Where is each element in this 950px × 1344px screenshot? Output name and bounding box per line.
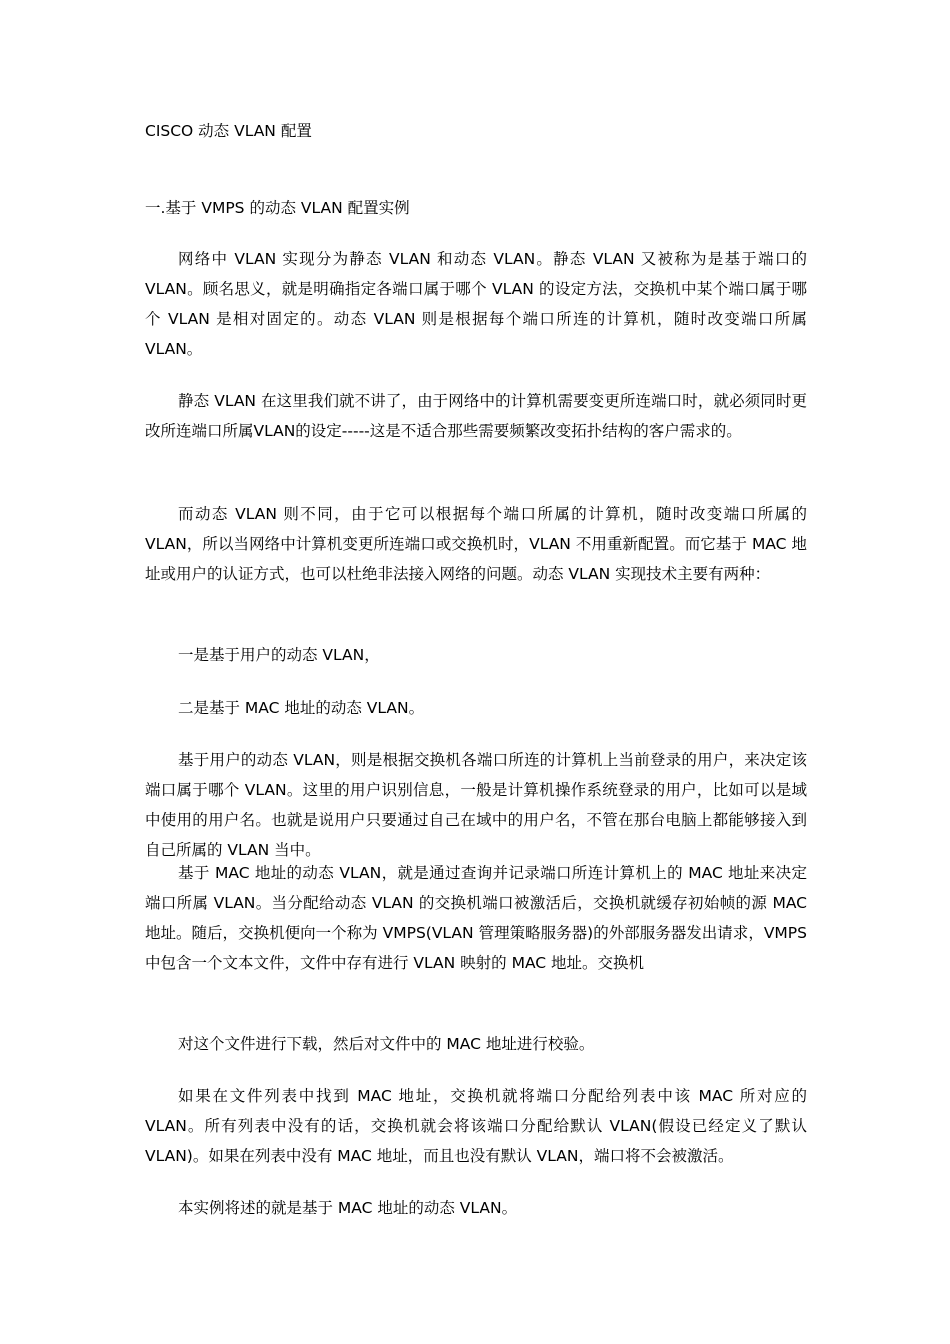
paragraph-user-vlan-details: 基于用户的动态 VLAN，则是根据交换机各端口所连的计算机上当前登录的用户，来决定该端口属于哪个 VLAN。这里的用户识别信息，一般是计算机操作系统登录的用户，比如可以是域中使用的用户名。也就是说用户只要通过自己在域中的用户名，不管在那台电脑上都能够接入到自己所属的 VLAN 当中。: [145, 751, 807, 859]
paragraph-mac-vlan-details: 基于 MAC 地址的动态 VLAN，就是通过查询并记录端口所连计算机上的 MAC 地址来决定端口所属 VLAN。当分配给动态 VLAN 的交换机端口被激活后，交换机就缓存初始帧的源 MAC 地址。随后，交换机便向一个称为 VMPS(VLAN 管理策略服务器)的外部服务器发出请求，VMPS 中包含一个文本文件，文件中存有进行 VLAN 映射的 MAC 地址。交换机: [145, 864, 807, 972]
paragraph-mac-based: 二是基于 MAC 地址的动态 VLAN。: [178, 699, 425, 717]
paragraph-example-summary: 本实例将述的就是基于 MAC 地址的动态 VLAN。: [178, 1199, 518, 1217]
paragraph-dynamic-vlan: 而动态 VLAN 则不同，由于它可以根据每个端口所属的计算机，随时改变端口所属的 VLAN，所以当网络中计算机变更所连端口或交换机时，VLAN 不用重新配置。而它基于 MAC 地址或用户的认证方式，也可以杜绝非法接入网络的问题。动态 VLAN 实现技术主要有两种：: [145, 505, 807, 583]
paragraph-file-validation: 对这个文件进行下载，然后对文件中的 MAC 地址进行校验。: [178, 1035, 595, 1053]
paragraph-user-based: 一是基于用户的动态 VLAN，: [178, 646, 380, 664]
paragraph-static-vlan: 静态 VLAN 在这里我们就不讲了，由于网络中的计算机需要变更所连端口时，就必须同时更改所连端口所属VLAN的设定-----这是不适合那些需要频繁改变拓扑结构的客户需求的。: [145, 392, 807, 440]
paragraph-static-dynamic-vlan: 网络中 VLAN 实现分为静态 VLAN 和动态 VLAN。静态 VLAN 又被称为是基于端口的 VLAN。顾名思义，就是明确指定各端口属于哪个 VLAN 的设定方法，交换机中某个端口属于哪个 VLAN 是相对固定的。动态 VLAN 则是根据每个端口所连的计算机，随时改变端口所属 VLAN。: [145, 250, 807, 358]
section-heading: 一.基于 VMPS 的动态 VLAN 配置实例: [145, 199, 410, 217]
paragraph-mac-assignment: 如果在文件列表中找到 MAC 地址，交换机就将端口分配给列表中该 MAC 所对应的 VLAN。所有列表中没有的话，交换机就会将该端口分配给默认 VLAN(假设已经定义了默认 VLAN)。如果在列表中没有 MAC 地址，而且也没有默认 VLAN，端口将不会被激活。: [145, 1087, 807, 1165]
document-title: CISCO 动态 VLAN 配置: [145, 122, 312, 140]
